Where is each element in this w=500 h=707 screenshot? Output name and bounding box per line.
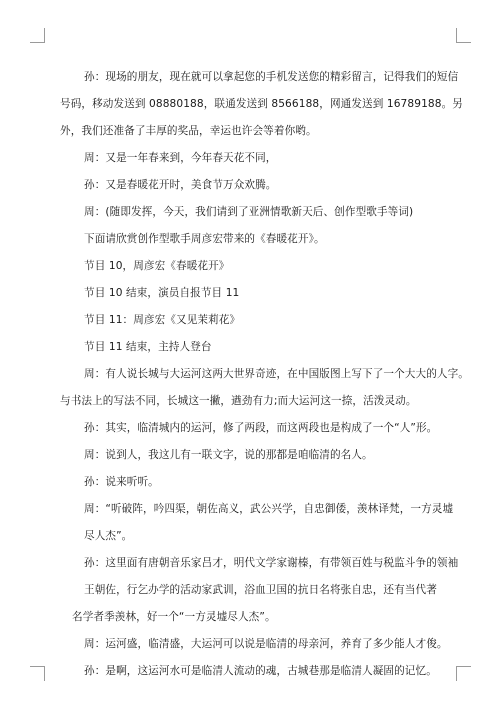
text-line: 孙：现场的朋友，现在就可以拿起您的手机发送您的精彩留言，记得我们的短信 bbox=[84, 71, 459, 83]
text-line: 名学者季羡林，好一个“一方灵墟尽人杰”。 bbox=[72, 611, 276, 623]
text-line: 节目 11 结束，主持人登台 bbox=[84, 341, 212, 353]
text-line: 尽人杰”。 bbox=[84, 530, 133, 542]
text-line: 节目 10 结束，演员自报节目 11 bbox=[84, 287, 240, 299]
text-line: 外，我们还准备了丰厚的奖品，幸运也许会等着你哟。 bbox=[60, 125, 317, 137]
text-line: 与书法上的写法不同，长城这一撇，遒劲有力;而大运河这一捺，活泼灵动。 bbox=[60, 395, 417, 407]
text-line: 周：又是一年春来到，今年春天花不同， bbox=[84, 152, 277, 164]
text-line: 孙：说来听听。 bbox=[84, 476, 159, 488]
text-line: 孙：是啊，这运河水可是临清人流动的魂，古城巷那是临清人凝固的记忆。 bbox=[84, 665, 437, 677]
text-line: 下面请欣赏创作型歌手周彦宏带来的《春暖花开》。 bbox=[84, 233, 325, 245]
text-line: 周：(随即发挥，今天，我们请到了亚洲情歌新天后、创作型歌手等词) bbox=[84, 206, 414, 218]
text-line: 王朝佐，行乞办学的活动家武训，浴血卫国的抗日名将张自忠，还有当代著 bbox=[84, 584, 437, 596]
text-line: 孙：其实，临清城内的运河，修了两段，而这两段也是构成了一个“人”形。 bbox=[84, 422, 438, 434]
text-line: 节目 10，周彦宏《春暖花开》 bbox=[84, 260, 230, 272]
text-line: 孙：又是春暖花开时，美食节万众欢腾。 bbox=[84, 179, 277, 191]
text-line: 节目 11：周彦宏《又见茉莉花》 bbox=[84, 314, 241, 326]
text-line: 周：运河盛，临清盛，大运河可以说是临清的母亲河，养育了多少能人才俊。 bbox=[84, 638, 448, 650]
text-line: 周：“听破阵，吟四渠，朝佐高义，武公兴学，自忠御倭，羡林译梵，一方灵墟 bbox=[84, 503, 454, 515]
text-line: 号码，移动发送到 08880188，联通发送到 8566188，网通发送到 16789188。另 bbox=[60, 98, 463, 110]
text-line: 周：说到人，我这儿有一联文字，说的那都是咱临清的名人。 bbox=[84, 449, 373, 461]
text-line: 孙：这里面有唐朝音乐家吕才，明代文学家谢榛，有带领百姓与税监斗争的领袖 bbox=[84, 557, 459, 569]
text-line: 周：有人说长城与大运河这两大世界奇迹，在中国版图上写下了一个大大的人字。 bbox=[84, 368, 469, 380]
